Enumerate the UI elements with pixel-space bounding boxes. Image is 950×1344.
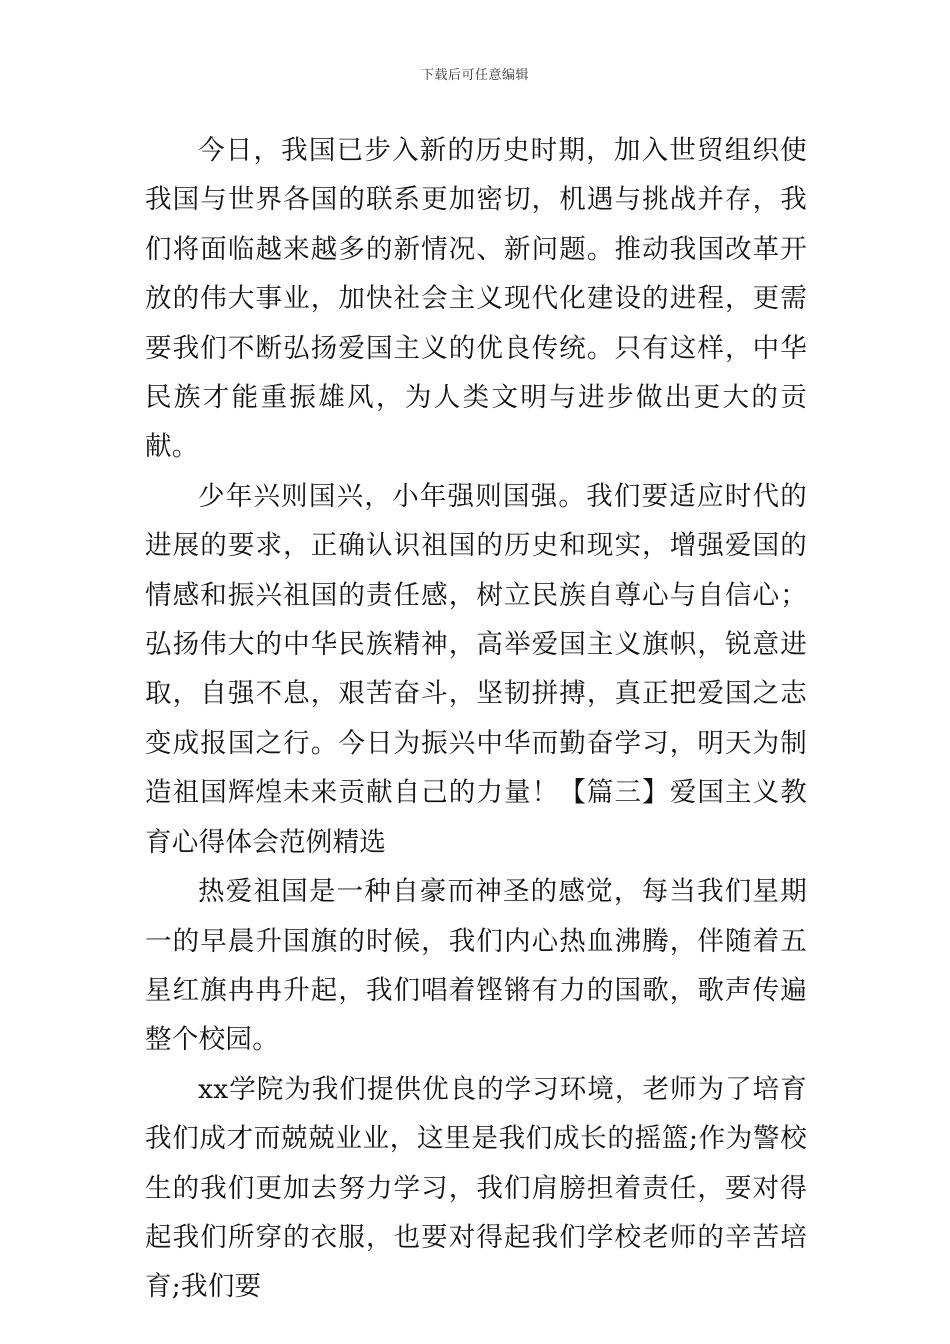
document-body (145, 126, 807, 1312)
paragraph-3: 热爱祖国是一种自豪而神圣的感觉，每当我们星期一的早晨升国旗的时候，我们内心热血沸腾，伴随着五星红旗冉冉升起，我们唱着铿锵有力的国歌，歌声传遍整个校园。 (145, 876, 807, 1056)
paragraph-1: 今日，我国已步入新的历史时期，加入世贸组织使我国与世界各国的联系更加密切，机遇与挑战并存，我们将面临越来越多的新情况、新问题。推动我国改革开放的伟大事业，加快社会主义现代化建设的进程，更需要我们不断弘扬爱国主义的优良传统。只有这样，中华民族才能重振雄风，为人类文明与进步做出更大的贡献。 (145, 135, 807, 463)
paragraph-4: xx学院为我们提供优良的学习环境，老师为了培育我们成才而兢兢业业，这里是我们成长的摇篮;作为警校生的我们更加去努力学习，我们肩膀担着责任，要对得起我们所穿的衣服，也要对得起我们学校老师的辛苦培育;我们要 (145, 1073, 807, 1303)
paragraph-2: 少年兴则国兴，小年强则国强。我们要适应时代的进展的要求，正确认识祖国的历史和现实，增强爱国的情感和振兴祖国的责任感，树立民族自尊心与自信心；弘扬伟大的中华民族精神，高举爱国主义旗帜，锐意进取，自强不息，艰苦奋斗，坚韧拼搏，真正把爱国之志变成报国之行。今日为振兴中华而勤奋学习，明天为制造祖国辉煌未来贡献自己的力量！【篇三】爱国主义教育心得体会范例精选 (145, 480, 807, 858)
header-note: 下载后可任意编辑 (420, 68, 529, 83)
